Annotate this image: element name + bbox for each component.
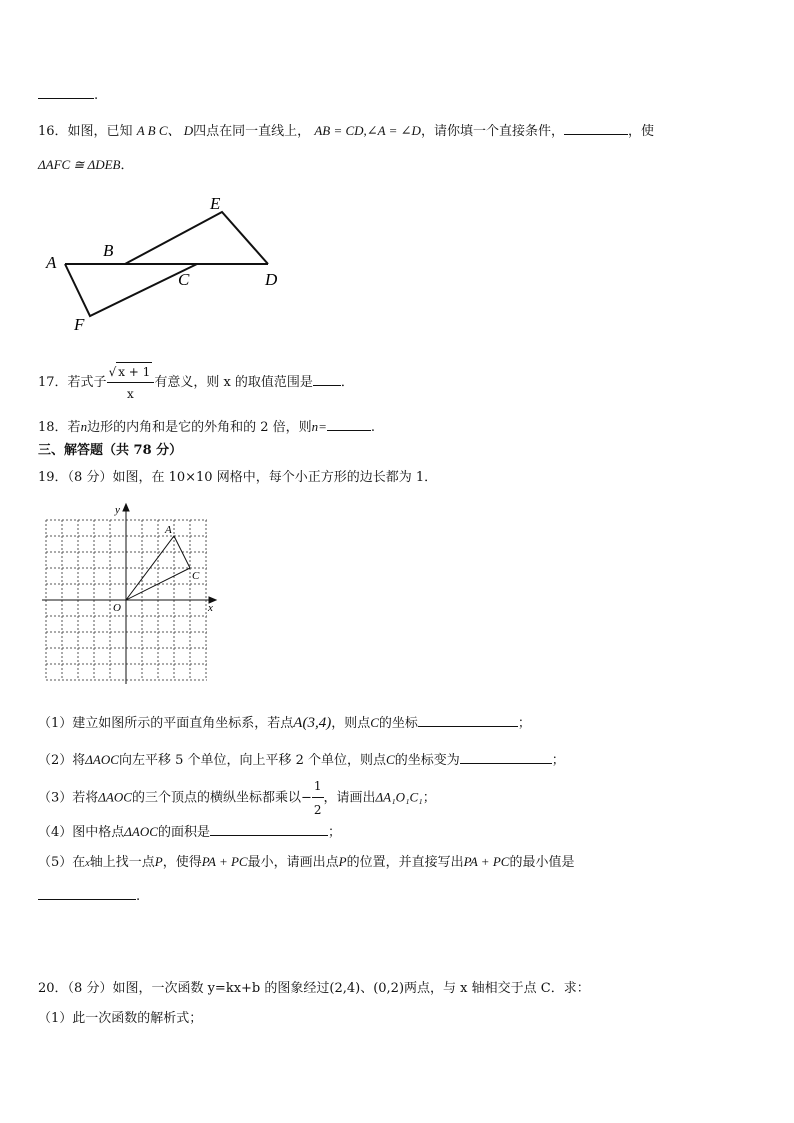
- answer-blank-19-2[interactable]: [460, 751, 552, 764]
- q16-congruence: ΔAFC ≅ ΔDEB: [38, 157, 121, 172]
- label-C: C: [178, 270, 190, 289]
- question-18: [38, 418, 375, 434]
- q18-var-n: n: [80, 419, 88, 434]
- label-D: D: [265, 270, 278, 289]
- segment-BE-ED: [125, 212, 268, 264]
- part-text2: 的三个顶点的横纵坐标都乘以: [131, 790, 301, 806]
- part-text5: 的位置，并直接写出: [346, 855, 464, 870]
- question-17: [38, 362, 354, 403]
- grid-label-x: x: [208, 602, 213, 614]
- q16-text4: ，使: [627, 124, 654, 139]
- question-20: [38, 982, 590, 995]
- section-3-title: 三、解答题（共 78 分）: [38, 443, 183, 458]
- q19-part-3: [38, 776, 436, 820]
- part-text3: 的坐标变为: [394, 753, 460, 768]
- q17-end: ．: [340, 375, 354, 390]
- triangle-AOC-label: ΔAOC: [124, 824, 158, 839]
- label-E: E: [210, 194, 221, 213]
- q16-condition: AB = CD,∠A = ∠D: [314, 123, 421, 138]
- triangle-A1O1C1-label: ΔA₁O₁C₁: [375, 789, 423, 805]
- question-number: 17．: [38, 375, 68, 390]
- question-number: 20．: [38, 981, 68, 996]
- part-end: .: [136, 889, 141, 904]
- part-text3: 的坐标: [378, 716, 418, 731]
- q20-part-1: [38, 1012, 202, 1025]
- q20-text: 如图，一次函数 y=kx+b 的图象经过(2,4)、(0,2)两点，与 x 轴相交于点 C．求：: [112, 981, 590, 996]
- period: .: [94, 88, 99, 103]
- expr-PA-PC-2: PA + PC: [463, 854, 510, 869]
- sqrt-symbol: √: [108, 365, 117, 379]
- part-end: ；: [517, 716, 531, 731]
- sqrt-radicand: x + 1: [116, 362, 152, 381]
- part-text: 在: [72, 855, 86, 870]
- question-number: 18．: [38, 420, 68, 435]
- q17-text2: 有意义，则 x 的取值范围是: [154, 375, 313, 390]
- part-text: （1）此一次函数的解析式；: [38, 1011, 203, 1026]
- expr-PA-PC: PA + PC: [201, 854, 248, 869]
- q16-text3: ，请你填一个直接条件，: [420, 124, 564, 139]
- part-text2: 的面积是: [157, 825, 210, 840]
- q18-text2: 边形的内角和是它的外角和的 2 倍，则: [87, 420, 312, 435]
- part-text3: ，使得: [162, 855, 202, 870]
- q18-var-n2: n=: [311, 419, 327, 434]
- var-P2: P: [338, 854, 347, 869]
- label-A: A: [46, 253, 57, 272]
- question-19: [38, 471, 437, 484]
- fraction-numerator: 1: [312, 776, 324, 798]
- q16-points: A B C、 D: [136, 123, 194, 138]
- answer-blank-19-5[interactable]: [38, 887, 136, 900]
- var-C: C: [386, 752, 395, 767]
- triangle-AOC-label: ΔAOC: [85, 752, 119, 767]
- q18-text1: 若: [67, 420, 81, 435]
- q19-part-5: [38, 855, 574, 869]
- q19-part-2: [38, 751, 565, 767]
- axis-x: x: [85, 858, 90, 869]
- answer-blank-19-1[interactable]: [418, 714, 518, 727]
- score: （8 分）: [67, 470, 113, 485]
- part-text2: ，则点: [331, 716, 371, 731]
- q19-part-1: [38, 714, 531, 731]
- part-text2: 向左平移 5 个单位，向上平移 2 个单位，则点: [118, 753, 387, 768]
- grid-label-A: A: [165, 524, 172, 536]
- q16-text2: 四点在同一直线上，: [193, 124, 311, 139]
- q19-part-5-answer: [38, 887, 140, 903]
- point-A: A(3,4): [293, 715, 332, 731]
- part-end: ；: [551, 753, 565, 768]
- part-number: （1）: [38, 716, 73, 731]
- answer-blank-16[interactable]: [564, 122, 628, 135]
- score: （8 分）: [67, 981, 113, 996]
- y-axis-arrow: [123, 504, 129, 511]
- q16-text: 如图，已知: [67, 124, 133, 139]
- fraction-denominator: x: [127, 387, 134, 401]
- part-text: 建立如图所示的平面直角坐标系，若点: [72, 716, 294, 731]
- part-text: 图中格点: [72, 825, 125, 840]
- label-F: F: [74, 315, 85, 334]
- question-16-line1: [38, 122, 654, 138]
- part-text3: ，请画出: [323, 790, 376, 806]
- q17-text1: 若式子: [67, 375, 107, 390]
- question-16-line2: [38, 158, 134, 172]
- answer-blank-19-4[interactable]: [210, 823, 328, 836]
- top-answer-line: [38, 86, 98, 102]
- part-text4: 最小，请画出点: [247, 855, 339, 870]
- part-number: （2）: [38, 753, 73, 768]
- part-number: （3）: [38, 790, 73, 806]
- answer-blank-17[interactable]: [313, 373, 341, 386]
- fraction-denominator: 2: [313, 803, 322, 817]
- minus-sign: −: [300, 790, 312, 806]
- q18-end: .: [370, 420, 376, 435]
- q19-part-4: [38, 823, 341, 839]
- label-B: B: [103, 241, 114, 260]
- q19-grid-figure: [40, 500, 220, 685]
- grid-label-O: O: [113, 602, 121, 614]
- fraction-numerator: [107, 362, 155, 383]
- part-text2: 轴上找一点: [89, 855, 155, 870]
- answer-blank[interactable]: [38, 86, 94, 99]
- var-C: C: [370, 715, 379, 730]
- answer-blank-18[interactable]: [327, 418, 371, 431]
- part-text: 若将: [72, 790, 99, 806]
- var-P: P: [154, 854, 163, 869]
- part-text6: 的最小值是: [509, 855, 575, 870]
- question-number: 19．: [38, 470, 68, 485]
- part-end: ；: [422, 790, 436, 806]
- part-number: （5）: [38, 855, 73, 870]
- q16-figure: [40, 192, 300, 342]
- part-number: （4）: [38, 825, 73, 840]
- q17-fraction: [107, 362, 155, 403]
- part-end: ；: [327, 825, 341, 840]
- half-fraction: [312, 776, 324, 820]
- q19-text: 如图，在 10×10 网格中，每个小正方形的边长都为 1．: [112, 470, 438, 485]
- grid-label-y: y: [115, 504, 120, 516]
- part-text: 将: [72, 753, 86, 768]
- grid-label-C: C: [192, 570, 200, 582]
- question-number: 16．: [38, 124, 68, 139]
- triangle-AOC-label: ΔAOC: [98, 789, 132, 805]
- q16-end: ．: [120, 158, 134, 173]
